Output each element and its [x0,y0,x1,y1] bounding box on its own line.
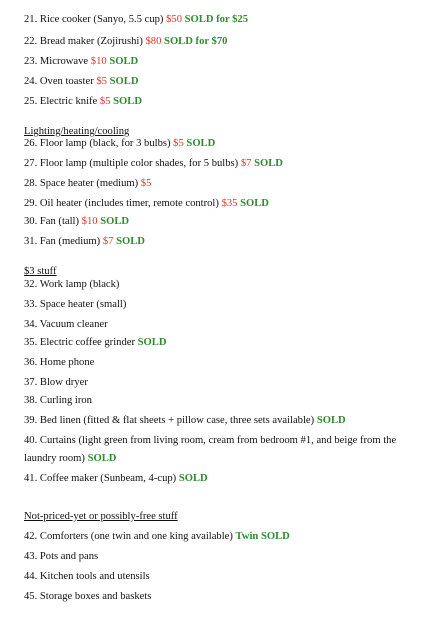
list-item [24,472,208,485]
list-item [24,318,108,331]
list-item [24,336,167,349]
list-item [24,356,94,369]
sold-badge: SOLD [100,216,130,227]
item-text: 30. Fan (tall) [24,216,82,227]
list-item [24,137,215,150]
price-text: $5 [173,138,187,149]
price-text: $35 [221,198,241,209]
price-text: $5 [96,76,110,87]
list-item [24,35,227,48]
sold-badge: SOLD [113,96,142,107]
sold-badge: SOLD [109,56,139,67]
price-text: $5 [99,96,114,107]
sold-badge: SOLD [316,415,346,426]
item-text: 41. Coffee maker (Sunbeam, 4-cup) [24,473,179,484]
sold-badge: SOLD for $70 [164,36,228,47]
item-text: 26. Floor lamp (black, for 3 bulbs) [24,138,174,149]
list-item [24,75,138,88]
sold-badge: SOLD [186,138,216,149]
item-text: 43. Pots and pans [24,551,99,562]
list-item [24,278,119,291]
sold-badge: Twin SOLD [235,531,290,542]
price-text: $7 [102,236,117,247]
sold-badge: SOLD for $25 [184,14,249,25]
list-item [24,215,129,228]
item-text: 24. Oven toaster [24,76,97,87]
heading-text: Not-priced-yet or possibly-free stuff [24,511,178,522]
list-item [24,376,88,389]
price-text: $7 [240,158,255,169]
sold-badge: SOLD [254,158,283,169]
list-item [24,394,92,407]
item-text: 34. Vacuum cleaner [24,319,108,330]
item-text: 45. Storage boxes and baskets [24,591,152,602]
sold-badge: SOLD [109,76,139,87]
price-text: $10 [81,216,101,227]
item-text: 23. Microwave [24,56,91,67]
item-text: 40. Curtains (light green from living room, cream from bedroom #1, and beige from the [24,435,397,446]
item-text: 28. Space heater (medium) [24,178,141,189]
section-heading [24,510,178,523]
price-text: $5 [140,178,152,189]
list-item [24,434,396,447]
item-text: 35. Electric coffee grinder [24,337,138,348]
heading-text: $3 stuff [24,266,57,277]
heading-text: Lighting/heating/cooling [24,126,130,137]
sold-badge: SOLD [178,473,208,484]
list-item [24,452,116,465]
list-item [24,55,138,68]
price-text: $10 [90,56,110,67]
item-text: 37. Blow dryer [24,377,88,388]
item-text: 31. Fan (medium) [24,236,103,247]
item-text: 39. Bed linen (fitted & flat sheets + pillow case, three sets available) [24,415,317,426]
item-text: 27. Floor lamp (multiple color shades, for 5 bulbs) [24,158,241,169]
item-text: 36. Home phone [24,357,95,368]
list-item [24,590,151,603]
list-item [24,235,145,248]
sold-badge: SOLD [240,198,269,209]
item-text: 38. Curling iron [24,395,92,406]
price-text: $50 [166,14,185,25]
item-text: 22. Bread maker (Zojirushi) [24,36,146,47]
item-text: 44. Kitchen tools and utensils [24,571,150,582]
item-text: 42. Comforters (one twin and one king available) [24,531,236,542]
list-item [24,570,150,583]
sold-badge: SOLD [116,236,145,247]
list-item [24,157,283,170]
list-item [24,298,126,311]
list-item [24,530,290,543]
sold-badge: SOLD [87,453,117,464]
price-text: $80 [145,36,165,47]
list-item [24,177,151,190]
list-item [24,197,269,210]
item-text: 33. Space heater (small) [24,299,127,310]
item-text: laundry room) [24,453,88,464]
item-text: 29. Oil heater (includes timer, remote control) [24,198,222,209]
list-item [24,550,98,563]
item-text: 32. Work lamp (black) [24,279,120,290]
item-text: 25. Electric knife [24,96,100,107]
list-item [24,414,346,427]
item-text: 21. Rice cooker (Sanyo, 5.5 cup) [24,14,167,25]
list-item [24,13,248,26]
sold-badge: SOLD [137,337,167,348]
section-heading [24,265,56,278]
list-item [24,95,142,108]
